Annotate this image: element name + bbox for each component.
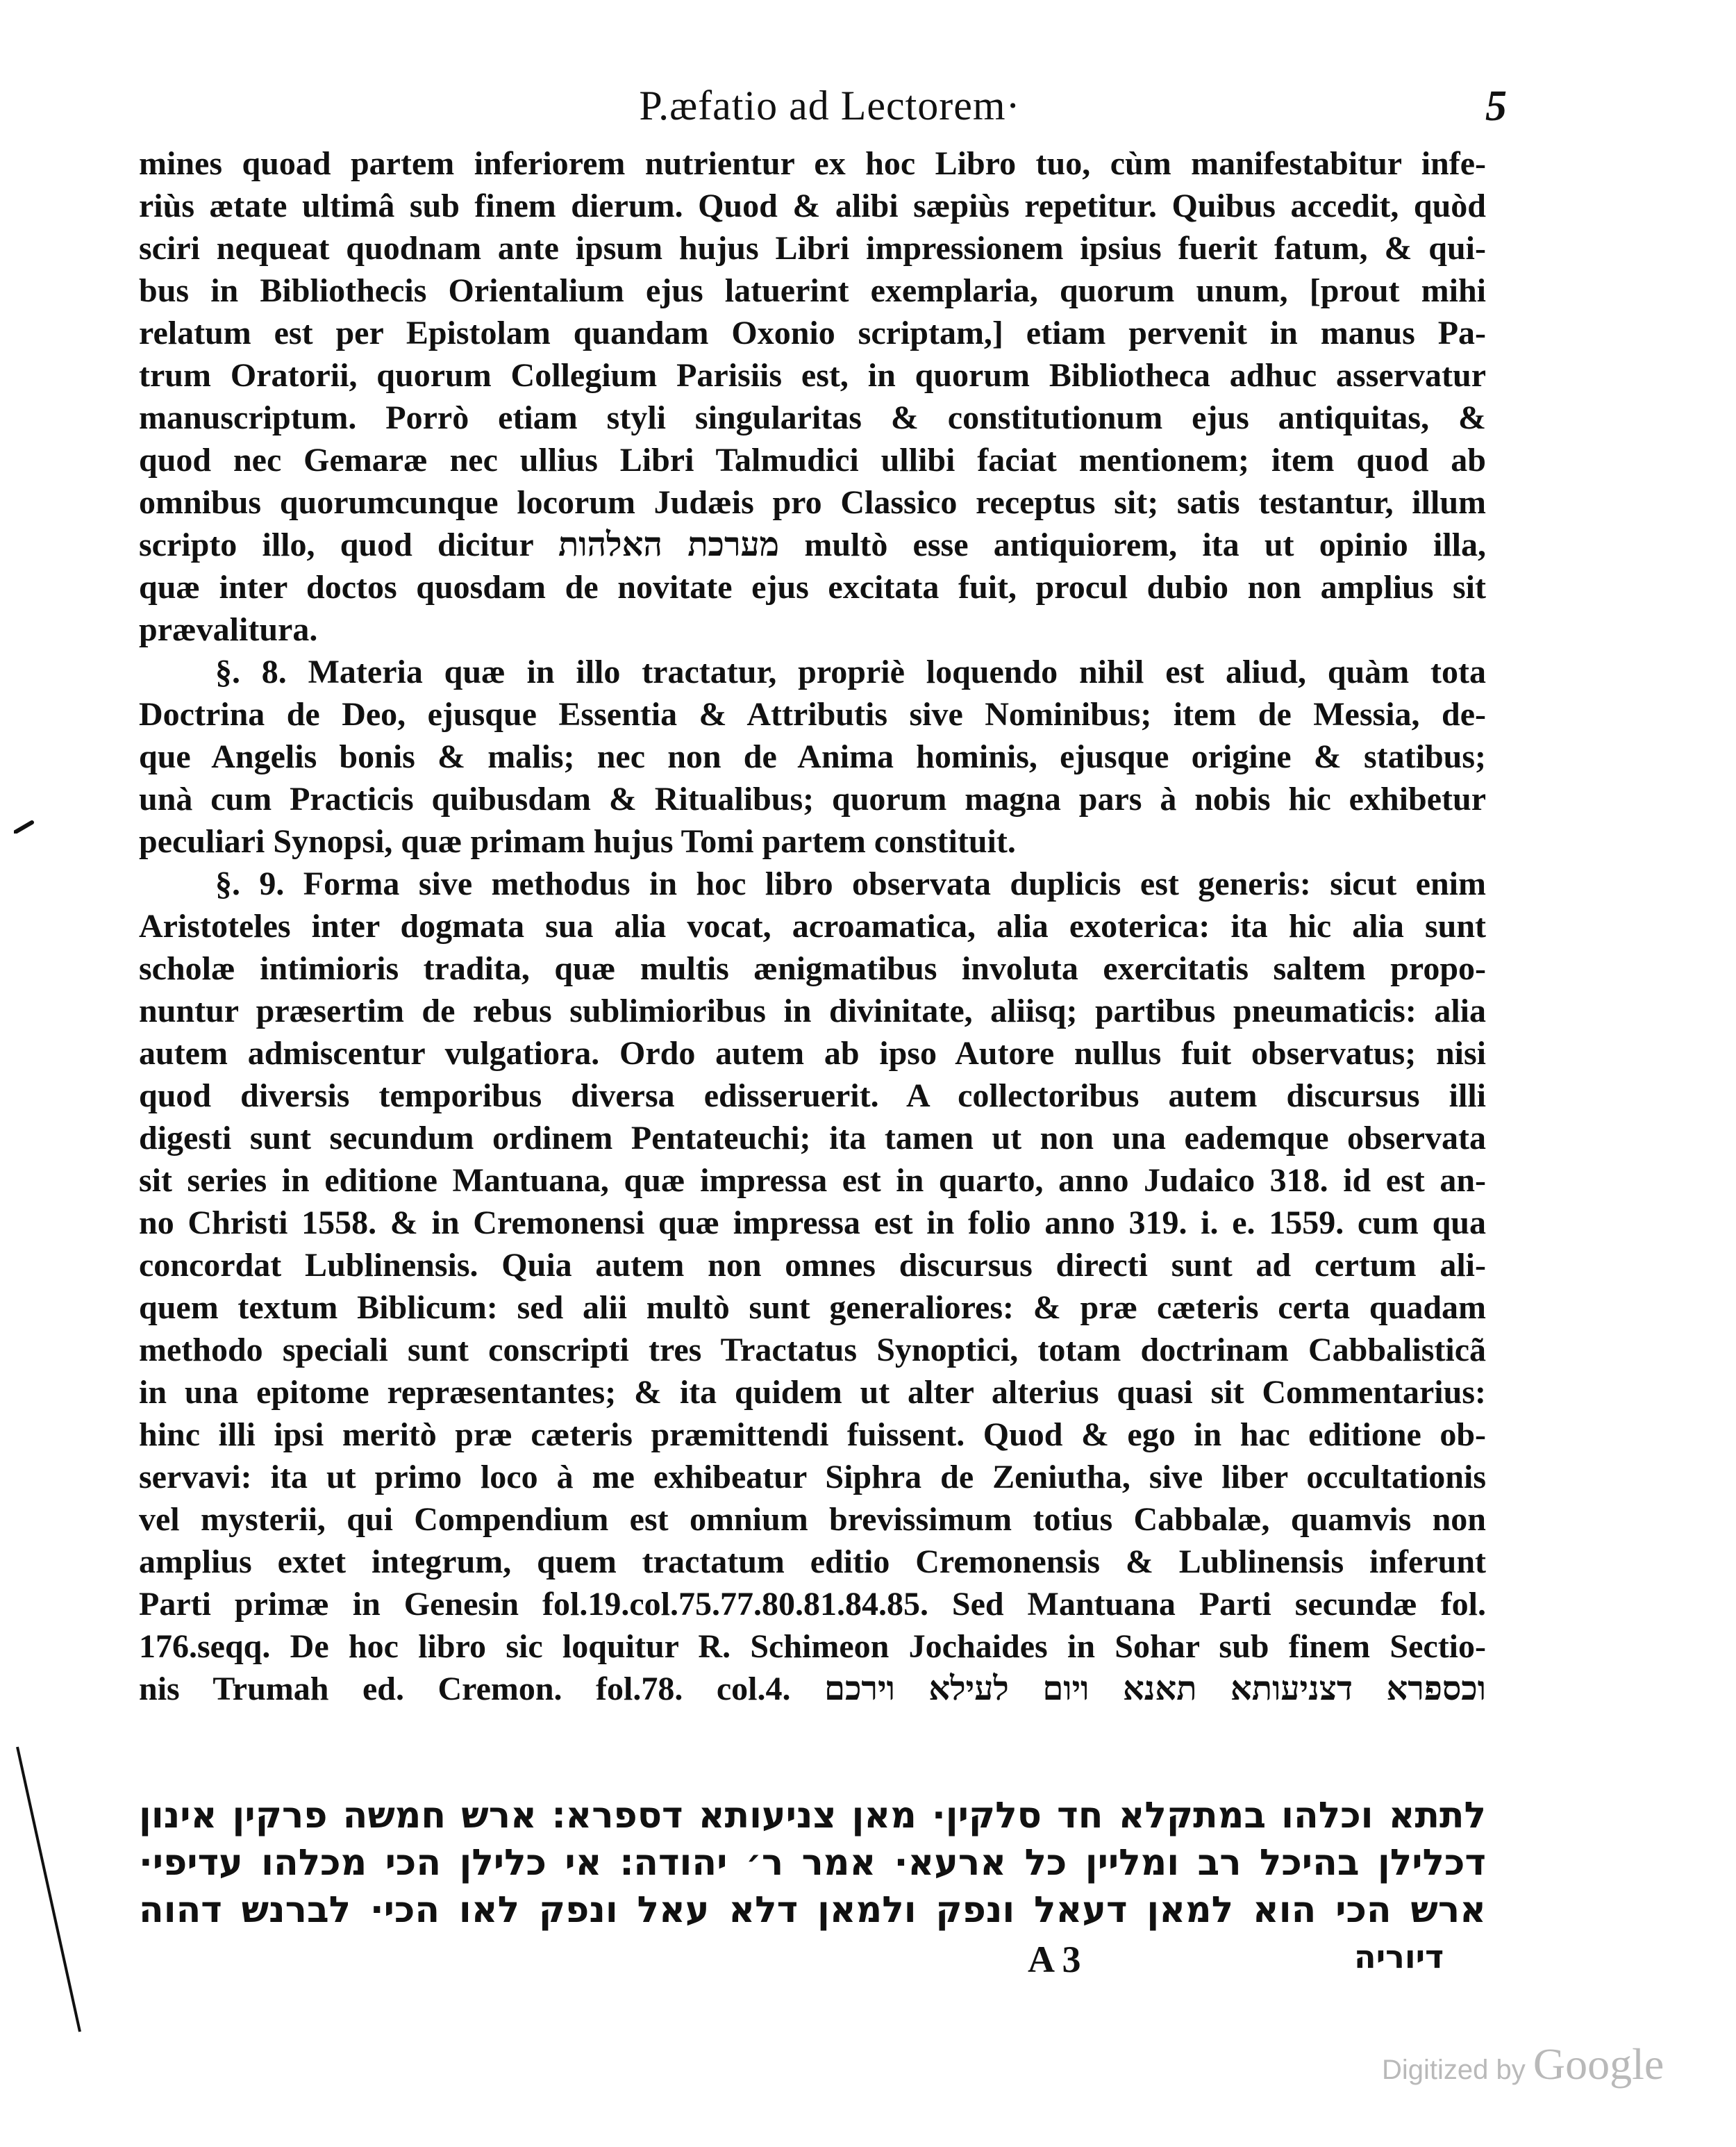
hebrew-quotation	[139, 1792, 1486, 1934]
text-line: vel mysterii, qui Compendium est omnium brevissimum totius Cabbalæ, quamvis non	[139, 1501, 1486, 1538]
text-line: hinc illi ipsi meritò præ cæteris præmittendi fuissent. Quod & ego in hac editione ob-	[139, 1416, 1486, 1453]
text-line: quod nec Gemaræ nec ullius Libri Talmudici ullibi faciat mentionem; item quod ab	[139, 442, 1486, 479]
text-line: amplius extet integrum, quem tractatum editio Cremonensis & Lublinensis inferunt	[139, 1543, 1486, 1580]
text-line: unà cum Practicis quibusdam & Ritualibus; quorum magna pars à nobis hic exhibetur	[139, 781, 1486, 818]
text-line: manuscriptum. Porrò etiam styli singularitas & constitutionum ejus antiquitas, &	[139, 399, 1486, 436]
text-line: sit series in editione Mantuana, quæ impressa est in quarto, anno Judaico 318. id est an-	[139, 1162, 1486, 1199]
text-line: 176.seqq. De hoc libro sic loquitur R. Schimeon Jochaides in Sohar sub finem Sectio-	[139, 1628, 1486, 1665]
text-line: nuntur præsertim de rebus sublimioribus in divinitate, aliisq; partibus pneumaticis: alia	[139, 993, 1486, 1029]
text-line: concordat Lublinensis. Quia autem non omnes discursus directi sunt ad certum ali-	[139, 1247, 1486, 1284]
text-line: digesti sunt secundum ordinem Pentateuchi; ita tamen ut non una eademque observata	[139, 1120, 1486, 1157]
text-line: autem admiscentur vulgatiora. Ordo autem ab ipso Autore nullus fuit observatus; nisi	[139, 1035, 1486, 1072]
signature-mark: A 3	[1028, 1939, 1081, 1980]
text-line: riùs ætate ultimâ sub finem dierum. Quod & alibi sæpiùs repetitur. Quibus accedit, quòd	[139, 188, 1486, 224]
watermark-prefix: Digitized by	[1382, 2055, 1526, 2085]
body-text	[139, 142, 1486, 1710]
running-title: P.æfatio ad Lectorem·	[639, 83, 1021, 129]
text-line: prævalitura.	[139, 611, 318, 648]
hebrew-line: ארש הכי הוא למאן דעאל ונפק ולמאן דלא עאל ונפק לאו הכי· לברנש דהוה	[139, 1889, 1486, 1931]
text-line: sciri nequeat quodnam ante ipsum hujus Libri impressionem ipsius fuerit fatum, & qui-	[139, 230, 1486, 267]
text-line: no Christi 1558. & in Cremonensi quæ impressa est in folio anno 319. i. e. 1559. cum qua	[139, 1204, 1486, 1241]
catchword: דיוריה	[1354, 1938, 1444, 1975]
page-number: 5	[1485, 83, 1507, 130]
text-line: relatum est per Epistolam quandam Oxonio scriptam,] etiam pervenit in manus Pa-	[139, 315, 1486, 351]
text-line: nis Trumah ed. Cremon. fol.78. col.4. וכספרא דצניעותא תאנא ויום לעילא וירכם	[139, 1671, 1486, 1707]
text-line: servavi: ita ut primo loco à me exhibeatur Siphra de Zeniutha, sive liber occultationis	[139, 1459, 1486, 1495]
text-line: mines quoad partem inferiorem nutrientur ex hoc Libro tuo, cùm manifestabitur infe-	[139, 145, 1486, 182]
text-line: quæ inter doctos quosdam de novitate ejus excitata fuit, procul dubio non amplius sit	[139, 569, 1486, 606]
text-line: methodo speciali sunt conscripti tres Tractatus Synoptici, totam doctrinam Cabbalisticã	[139, 1332, 1486, 1368]
text-line: Doctrina de Deo, ejusque Essentia & Attributis sive Nominibus; item de Messia, de-	[139, 696, 1486, 733]
text-line: §. 9. Forma sive methodus in hoc libro observata duplicis est generis: sicut enim	[215, 865, 1486, 902]
text-line: Aristoteles inter dogmata sua alia vocat, acroamatica, alia exoterica: ita hic alia sunt	[139, 908, 1486, 945]
margin-tick-icon	[14, 820, 35, 834]
text-line: quem textum Biblicum: sed alii multò sunt generaliores: & præ cæteris certa quadam	[139, 1289, 1486, 1326]
hebrew-line: דכלילן בהיכל רב ומליין כל ארעא· אמר ר׳ יהודה׃ אי כלילן הכי מכלהו עדיפי·	[139, 1842, 1486, 1884]
text-line: bus in Bibliothecis Orientalium ejus latuerint exemplaria, quorum unum, [prout mihi	[139, 272, 1486, 309]
text-line: que Angelis bonis & malis; nec non de Anima hominis, ejusque origine & statibus;	[139, 738, 1486, 775]
text-line: peculiari Synopsi, quæ primam hujus Tomi partem constituit.	[139, 823, 1016, 860]
text-line: trum Oratorii, quorum Collegium Parisiis est, in quorum Bibliotheca adhuc asservatur	[139, 357, 1486, 394]
running-head	[139, 82, 1521, 138]
text-line: §. 8. Materia quæ in illo tractatur, propriè loquendo nihil est aliud, quàm tota	[215, 654, 1486, 690]
text-line: in una epitome repræsentantes; & ita quidem ut alter alterius quasi sit Commentarius:	[139, 1374, 1486, 1411]
watermark-brand: Google	[1533, 2039, 1664, 2089]
text-line: scripto illo, quod dicitur מערכת האלהות multò esse antiquiorem, ita ut opinio illa,	[139, 527, 1486, 563]
margin-pen-stroke-icon	[14, 1743, 83, 2035]
hebrew-line: לתתא וכלהו במתקלא חד סלקין· מאן צניעותא דספרא׃ ארש חמשה פרקין אינון	[139, 1795, 1486, 1837]
digitized-watermark	[1382, 2039, 1664, 2090]
text-line: scholæ intimioris tradita, quæ multis ænigmatibus involuta exercitatis saltem propo-	[139, 950, 1486, 987]
text-line: Parti primæ in Genesin fol.19.col.75.77.80.81.84.85. Sed Mantuana Parti secundæ fol.	[139, 1586, 1486, 1623]
text-line: omnibus quorumcunque locorum Judæis pro Classico receptus sit; satis testantur, illum	[139, 484, 1486, 521]
text-line: quod diversis temporibus diversa edisseruerit. A collectoribus autem discursus illi	[139, 1077, 1486, 1114]
